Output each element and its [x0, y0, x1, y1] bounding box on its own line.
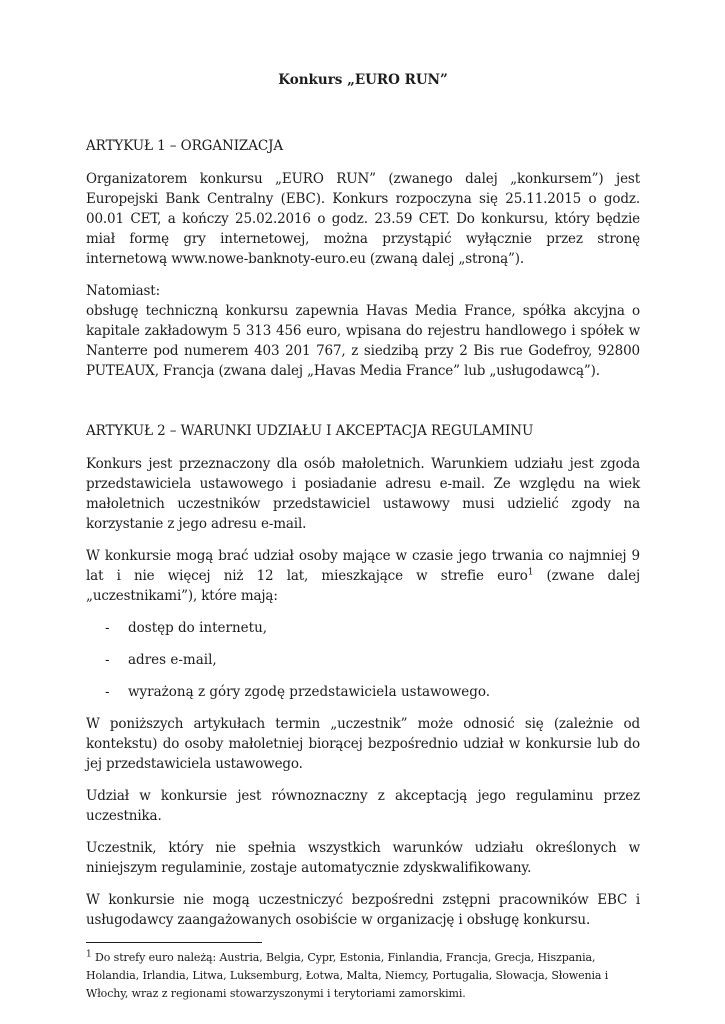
requirements-list	[86, 618, 640, 702]
article-2-paragraph-2-text-end: (zwane dalej „uczestnikami”), które mają:	[86, 568, 640, 604]
footnote-marker: 1	[86, 949, 92, 960]
article-2-paragraph-1: Konkurs jest przeznaczony dla osób małoletnich. Warunkiem udziału jest zgoda przedstawiciela ustawowego i posiadanie adresu e-mail. Ze względu na wiek małoletnich uczestników przedstawiciel ustawowy musi udzielić zgody na korzystanie z jego adresu e-mail.	[86, 456, 640, 532]
document-page	[86, 70, 640, 1003]
list-item: - wyrażoną z góry zgodę przedstawiciela ustawowego.	[86, 682, 640, 702]
footnote-text: Do strefy euro należą: Austria, Belgia, Cypr, Estonia, Finlandia, Francja, Grecja, Hiszpania, Holandia, Irlandia, Litwa, Luksemburg, Łotwa, Malta, Niemcy, Portugalia, Słowacja, Słowenia i Włochy, wraz z regionami stowarzyszonymi i terytoriami zamorskimi.	[86, 951, 609, 1000]
document-title: Konkurs „EURO RUN”	[278, 72, 448, 88]
article-2-paragraph-2-text: W konkursie mogą brać udział osoby mające w czasie jego trwania co najmniej 9 lat i nie więcej niż 12 lat, mieszkające w strefie euro	[86, 548, 640, 584]
article-1-paragraph-2	[86, 281, 640, 381]
article-2-heading: ARTYKUŁ 2 – WARUNKI UDZIAŁU I AKCEPTACJA REGULAMINU	[86, 423, 534, 439]
article-1-paragraph-2-body: obsługę techniczną konkursu zapewnia Havas Media France, spółka akcyjna o kapitale zakładowym 5 313 456 euro, wpisana do rejestru handlowego i spółek w Nanterre pod numerem 403 201 767, z siedzibą przy 2 Bis rue Godefroy, 92800 PUTEAUX, Francja (zwana dalej „Havas Media France” lub „usługodawcą”).	[86, 303, 640, 379]
article-1-heading: ARTYKUŁ 1 – ORGANIZACJA	[86, 138, 284, 154]
article-2-paragraph-5: Uczestnik, który nie spełnia wszystkich warunków udziału określonych w niniejszym regulaminie, zostaje automatycznie zdyskwalifikowany.	[86, 840, 640, 876]
article-1-paragraph-1: Organizatorem konkursu „EURO RUN” (zwanego dalej „konkursem”) jest Europejski Bank Centralny (EBC). Konkurs rozpoczyna się 25.11.2015 o godz. 00.01 CET, a kończy 25.02.2016 o godz. 23.59 CET. Do konkursu, który będzie miał formę gry internetowej, można przystąpić wyłącznie przez stronę internetową www.nowe-banknoty-euro.eu (zwaną dalej „stroną”).	[86, 171, 640, 267]
article-2-paragraph-2	[86, 546, 640, 606]
article-1-paragraph-2-lead: Natomiast:	[86, 283, 160, 299]
footnote-separator	[86, 942, 262, 943]
article-2-paragraph-4: Udział w konkursie jest równoznaczny z akceptacją jego regulaminu przez uczestnika.	[86, 788, 640, 824]
article-2-paragraph-3: W poniższych artykułach termin „uczestnik” może odnosić się (zależnie od kontekstu) do osoby małoletniej biorącej bezpośrednio udział w konkursie lub do jej przedstawiciela ustawowego.	[86, 716, 640, 772]
footnote	[86, 949, 640, 1003]
list-item: - adres e-mail,	[86, 650, 640, 670]
list-item: - dostęp do internetu,	[86, 618, 640, 638]
article-2-paragraph-6: W konkursie nie mogą uczestniczyć bezpośredni zstępni pracowników EBC i usługodawcy zaangażowanych osobiście w organizację i obsługę konkursu.	[86, 892, 640, 928]
footnote-reference: 1	[527, 567, 534, 578]
